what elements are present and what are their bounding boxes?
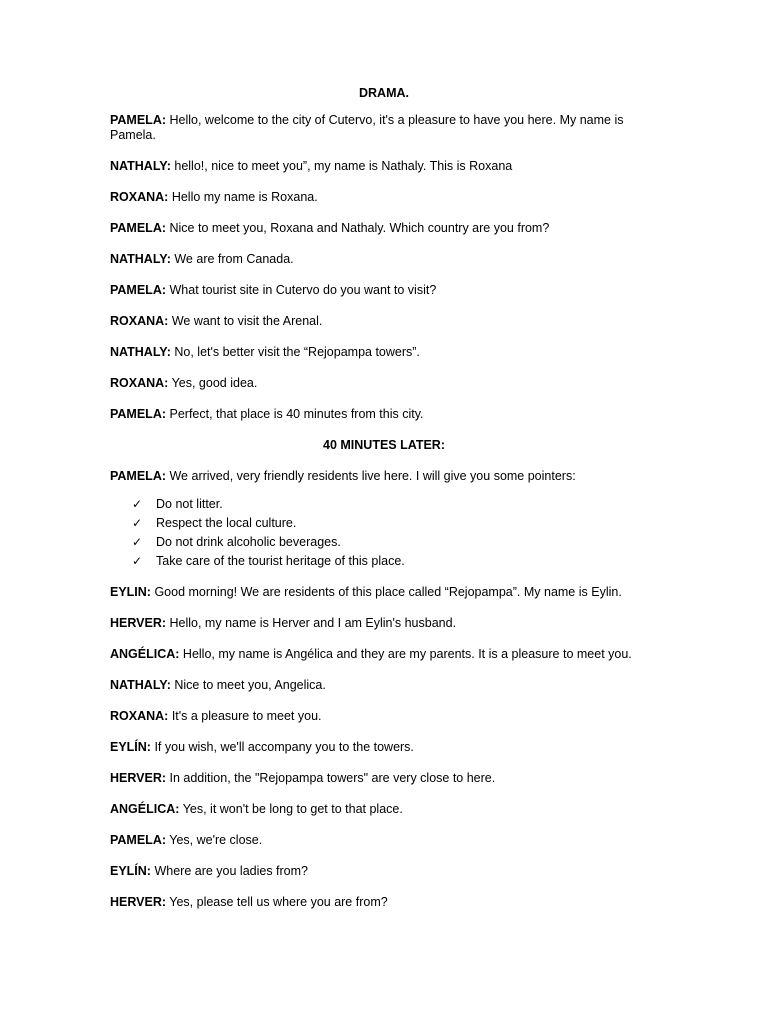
list-item-text: Do not drink alcoholic beverages.: [156, 535, 341, 549]
checkmark-icon: ✓: [132, 497, 143, 511]
dialogue-text: Where are you ladies from?: [150, 864, 308, 878]
dialogue-line: [110, 740, 658, 755]
list-item: [132, 497, 658, 512]
dialogue-line: [110, 647, 658, 662]
speaker-name: PAMELA:: [110, 283, 167, 297]
dialogue-text: We want to visit the Arenal.: [168, 314, 323, 328]
speaker-name: HERVER:: [110, 616, 167, 630]
speaker-name: NATHALY:: [110, 159, 171, 173]
dialogue-line: [110, 190, 658, 205]
dialogue-text: Hello my name is Roxana.: [168, 190, 318, 204]
dialogue-text: In addition, the "Rejopampa towers" are very close to here.: [166, 771, 496, 785]
dialogue-line: [110, 771, 658, 786]
dialogue-line: [110, 678, 658, 693]
dialogue-line: [110, 585, 658, 600]
dialogue-line: [110, 407, 658, 422]
checkmark-icon: ✓: [132, 554, 143, 568]
speaker-name: HERVER:: [110, 895, 167, 909]
speaker-name: PAMELA:: [110, 113, 167, 127]
dialogue-text: No, let's better visit the “Rejopampa towers”.: [170, 345, 420, 359]
dialogue-line: [110, 345, 658, 360]
speaker-name: ANGÉLICA:: [110, 802, 180, 816]
dialogue-line: [110, 113, 658, 143]
speaker-name: EYLIN:: [110, 585, 151, 599]
speaker-name: NATHALY:: [110, 345, 171, 359]
dialogue-text: What tourist site in Cutervo do you want to visit?: [166, 283, 437, 297]
speaker-name: EYLÍN:: [110, 740, 151, 754]
dialogue-text: Nice to meet you, Angelica.: [170, 678, 326, 692]
list-item-text: Take care of the tourist heritage of this place.: [156, 554, 405, 568]
speaker-name: ANGÉLICA:: [110, 647, 180, 661]
dialogue-text: Hello, welcome to the city of Cutervo, it's a pleasure to have you here. My name is Pamela.: [110, 113, 624, 142]
speaker-name: NATHALY:: [110, 678, 171, 692]
speaker-name: PAMELA:: [110, 407, 167, 421]
dialogue-text: We arrived, very friendly residents live here. I will give you some pointers:: [166, 469, 576, 483]
dialogue-text: Hello, my name is Herver and I am Eylin's husband.: [166, 616, 457, 630]
pointers-checklist: [110, 497, 658, 569]
speaker-name: PAMELA:: [110, 833, 167, 847]
dialogue-line: [110, 283, 658, 298]
dialogue-line: [110, 469, 658, 484]
list-item-text: Respect the local culture.: [156, 516, 297, 530]
list-item: [132, 554, 658, 569]
dialogue-line: [110, 709, 658, 724]
speaker-name: HERVER:: [110, 771, 167, 785]
dialogue-text: We are from Canada.: [170, 252, 294, 266]
list-item-text: Do not litter.: [156, 497, 223, 511]
dialogue-text: Yes, good idea.: [168, 376, 258, 390]
dialogue-line: [110, 616, 658, 631]
checkmark-icon: ✓: [132, 516, 143, 530]
speaker-name: ROXANA:: [110, 190, 169, 204]
dialogue-text: Yes, please tell us where you are from?: [166, 895, 388, 909]
speaker-name: PAMELA:: [110, 469, 167, 483]
dialogue-text: Hello, my name is Angélica and they are my parents. It is a pleasure to meet you.: [179, 647, 632, 661]
list-item: [132, 535, 658, 550]
dialogue-line: [110, 221, 658, 236]
speaker-name: ROXANA:: [110, 376, 169, 390]
dialogue-text: Perfect, that place is 40 minutes from this city.: [166, 407, 424, 421]
dialogue-line: [110, 895, 658, 910]
dialogue-line: [110, 252, 658, 267]
dialogue-text: Nice to meet you, Roxana and Nathaly. Which country are you from?: [166, 221, 550, 235]
dialogue-line: [110, 314, 658, 329]
dialogue-text: Yes, we're close.: [166, 833, 263, 847]
dialogue-text: It's a pleasure to meet you.: [168, 709, 322, 723]
dialogue-line: [110, 376, 658, 391]
dialogue-text: hello!, nice to meet you”, my name is Nathaly. This is Roxana: [170, 159, 513, 173]
document-page: [110, 86, 658, 926]
dialogue-text: Yes, it won't be long to get to that place.: [179, 802, 403, 816]
section-subheading: 40 MINUTES LATER:: [323, 438, 445, 452]
dialogue-line: [110, 833, 658, 848]
document-title: DRAMA.: [359, 86, 409, 100]
dialogue-text: Good morning! We are residents of this place called “Rejopampa”. My name is Eylin.: [150, 585, 622, 599]
speaker-name: EYLÍN:: [110, 864, 151, 878]
list-item: [132, 516, 658, 531]
dialogue-line: [110, 802, 658, 817]
dialogue-line: [110, 864, 658, 879]
dialogue-line: [110, 159, 658, 174]
speaker-name: ROXANA:: [110, 314, 169, 328]
speaker-name: NATHALY:: [110, 252, 171, 266]
speaker-name: PAMELA:: [110, 221, 167, 235]
dialogue-text: If you wish, we'll accompany you to the towers.: [150, 740, 414, 754]
speaker-name: ROXANA:: [110, 709, 169, 723]
checkmark-icon: ✓: [132, 535, 143, 549]
